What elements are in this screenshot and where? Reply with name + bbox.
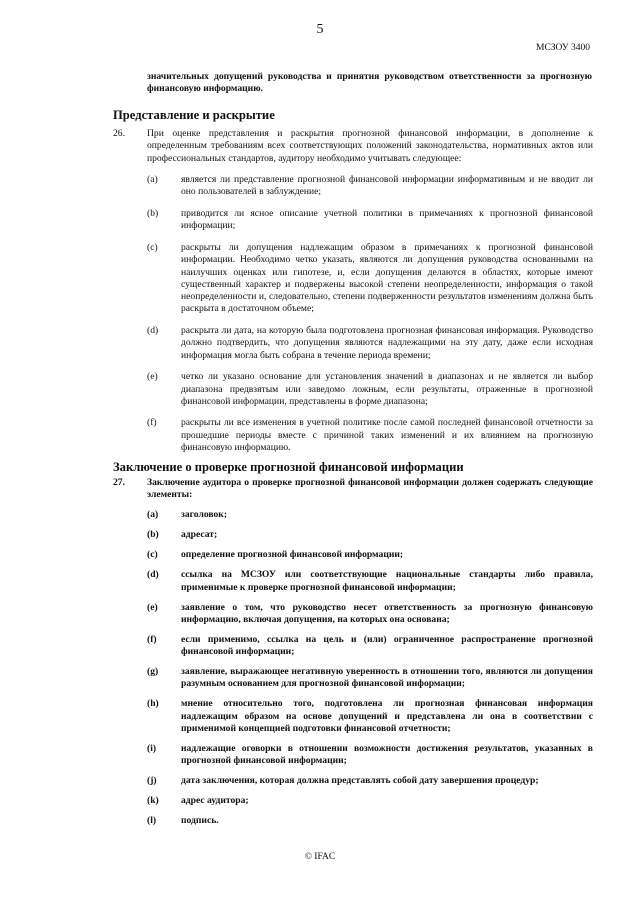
item-label: (b) <box>147 208 159 220</box>
item-text: определение прогнозной финансовой информации; <box>181 549 404 561</box>
item-text: четко ли указано основание для установления значений в диапазонах и не является ли выбор диапазона предвзятым или заведомо ложным, если результаты, отраженные в прогнозной финансовой информации, представлены в форме диапазона; <box>181 371 593 407</box>
item-label: (c) <box>147 241 158 253</box>
item-label: (f) <box>147 633 157 645</box>
item-label: (c) <box>147 549 158 561</box>
page-number: 5 <box>316 22 324 37</box>
paragraph-text: При оценке представления и раскрытия прогнозной финансовой информации, в дополнение к определенным требованиям всех соответствующих положений законодательства, нормативных актов или профессиональных стандартов, аудитору необходимо учитывать следующее: <box>147 128 593 164</box>
list-item <box>147 208 593 233</box>
item-text: приводится ли ясное описание учетной политики в примечаниях к прогнозной финансовой информации; <box>181 208 593 232</box>
item-label: (k) <box>147 795 159 807</box>
paragraph-text: Заключение аудитора о проверке прогнозной финансовой информации должен содержать следующие элементы: <box>147 477 593 501</box>
item-label: (d) <box>147 569 159 581</box>
list-item <box>147 666 593 691</box>
item-text: является ли представление прогнозной финансовой информации информативным и не вводит ли оно пользователей в заблуждение; <box>181 174 593 198</box>
section-heading-report: Заключение о проверке прогнозной финансовой информации <box>113 460 464 474</box>
list-item <box>147 529 593 541</box>
paragraph-27-list <box>147 509 593 827</box>
item-text: заявление, выражающее негативную уверенность в отношении того, являются ли допущения разумным основанием для прогнозной финансовой информации; <box>181 666 593 690</box>
item-label: (e) <box>147 371 158 383</box>
footer-copyright: © IFAC <box>304 852 336 862</box>
section-heading-presentation: Представление и раскрытие <box>113 108 275 122</box>
list-item <box>147 509 593 521</box>
list-item <box>147 698 593 735</box>
paragraph-number: 26. <box>113 128 125 139</box>
item-label: (d) <box>147 325 159 337</box>
list-item <box>147 549 593 561</box>
item-text: если применимо, ссылка на цель и (или) ограниченное распространение прогнозной финансовой информации; <box>181 633 593 658</box>
item-label: (l) <box>147 815 157 827</box>
list-item <box>147 795 593 807</box>
item-text: раскрыта ли дата, на которую была подготовлена прогнозная финансовая информация. Руководство должно подтвердить, что допущения являются надлежащими на эту дату, даже если исходная информация могла быть собрана в течение периода времени; <box>181 325 593 361</box>
intro-text: значительных допущений руководства и принятия руководством ответственности за прогнозную финансовую информацию. <box>147 71 592 95</box>
standard-code: МСЗОУ 3400 <box>536 43 590 53</box>
list-item <box>147 815 593 827</box>
item-text: заявление о том, что руководство несет ответственность за прогнозную финансовую информацию, включая допущения, на которых она основана; <box>181 601 593 625</box>
paragraph-number: 27. <box>113 477 125 488</box>
list-item <box>147 325 593 362</box>
item-label: (e) <box>147 601 158 613</box>
item-text: мнение относительно того, подготовлена ли прогнозная финансовая информация надлежащим образом на основе допущений и представлена ли она в соответствии с применимой концепцией подготовки финансовой отчетности; <box>181 698 593 734</box>
list-item <box>147 634 593 659</box>
item-text: адресат; <box>181 529 218 541</box>
paragraph-26-list <box>147 174 593 454</box>
item-label: (f) <box>147 417 157 429</box>
paragraph-27 <box>113 477 593 827</box>
list-item <box>147 242 593 316</box>
item-label: (g) <box>147 666 159 678</box>
item-text: дата заключения, которая должна представлять собой дату завершения процедур; <box>181 775 539 787</box>
item-label: (h) <box>147 698 159 710</box>
item-label: (a) <box>147 174 158 186</box>
list-item <box>147 569 593 594</box>
list-item <box>147 743 593 768</box>
list-item <box>147 602 593 627</box>
item-label: (b) <box>147 529 159 541</box>
item-text: раскрыты ли допущения надлежащим образом в примечаниях к прогнозной финансовой информации. Необходимо четко указать, являются ли допущения руководства основанными на наилучших оценках или гипотезе, и, если допущения делаются в областях, которые имеют существенный характер и подвержены высокой степени неопределенности, информация о такой неопределенности и, следовательно, степени подверженности результатов изменениям должна быть раскрыта в достаточном объеме; <box>181 241 593 315</box>
item-text: адрес аудитора; <box>181 795 249 807</box>
item-text: подпись. <box>181 815 219 827</box>
list-item <box>147 775 593 787</box>
item-label: (a) <box>147 509 159 521</box>
item-label: (i) <box>147 742 157 754</box>
item-label: (j) <box>147 775 157 787</box>
list-item <box>147 174 593 199</box>
item-text: ссылка на МСЗОУ или соответствующие национальные стандарты либо правила, применимые к проверке прогнозной финансовой информации; <box>181 569 593 593</box>
list-item <box>147 417 593 454</box>
paragraph-26 <box>113 128 593 454</box>
item-text: надлежащие оговорки в отношении возможности достижения результатов, указанных в прогнозной финансовой информации; <box>181 742 593 767</box>
item-text: заголовок; <box>181 509 228 521</box>
item-text: раскрыты ли все изменения в учетной политике после самой последней финансовой отчетности за прошедшие периоды вместе с причиной таких изменений и их влиянием на прогнозную финансовую информацию. <box>181 417 593 454</box>
list-item <box>147 371 593 408</box>
